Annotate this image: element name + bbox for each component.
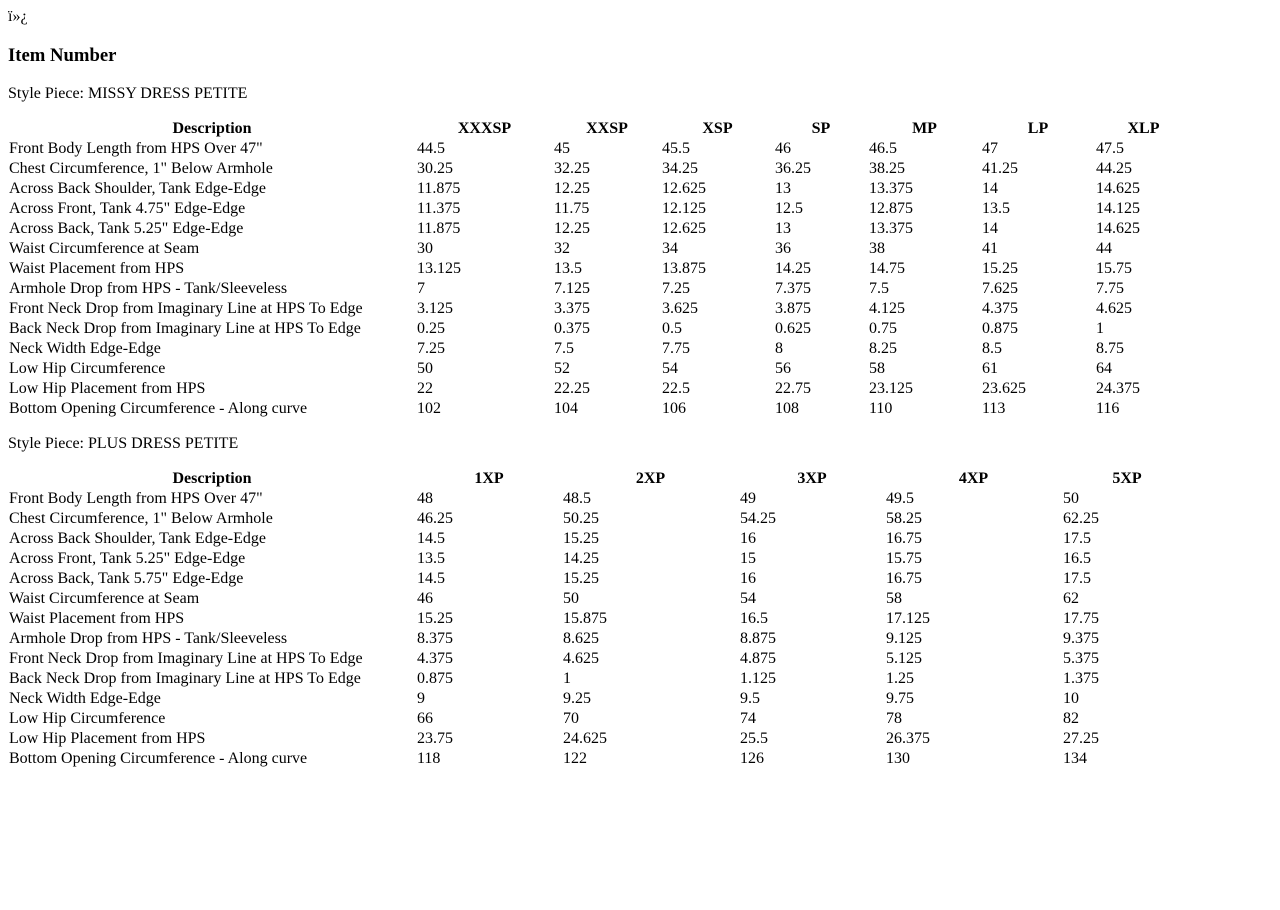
measurement-value-cell: 126 [740, 750, 764, 767]
measurement-value-cell: 38.25 [869, 160, 905, 177]
measurement-value-cell: 12.875 [869, 200, 913, 217]
table-row [8, 629, 1192, 649]
measurement-description-cell: Armhole Drop from HPS - Tank/Sleeveless [9, 630, 288, 647]
measurement-value-cell: 4.375 [982, 300, 1018, 317]
measurement-value-cell: 14.625 [1096, 180, 1140, 197]
measurement-value-cell: 46 [417, 590, 433, 607]
measurement-value-cell: 54 [662, 360, 678, 377]
measurement-value-cell: 12.125 [662, 200, 706, 217]
measurement-value-cell: 14 [982, 180, 998, 197]
table-row [8, 279, 1192, 299]
measurement-value-cell: 49.5 [886, 490, 914, 507]
measurement-value-cell: 110 [869, 400, 893, 417]
measurement-value-cell: 4.625 [563, 650, 599, 667]
measurement-value-cell: 27.25 [1063, 730, 1099, 747]
measurement-value-cell: 46 [775, 140, 791, 157]
column-header-size: 1XP [474, 470, 504, 487]
table-row [8, 219, 1192, 239]
measurement-value-cell: 36 [775, 240, 791, 257]
measurement-value-cell: 113 [982, 400, 1006, 417]
column-header-size: 3XP [797, 470, 827, 487]
measurement-description-cell: Across Front, Tank 4.75" Edge-Edge [9, 200, 246, 217]
measurement-description-cell: Front Neck Drop from Imaginary Line at HPS To Edge [9, 300, 363, 317]
measurement-description-cell: Low Hip Circumference [9, 360, 166, 377]
measurement-value-cell: 26.375 [886, 730, 930, 747]
column-header-size: XSP [702, 120, 733, 137]
measurement-value-cell: 30.25 [417, 160, 453, 177]
measurement-value-cell: 70 [563, 710, 579, 727]
measurement-value-cell: 14.25 [563, 550, 599, 567]
measurement-value-cell: 41 [982, 240, 998, 257]
measurement-value-cell: 13.875 [662, 260, 706, 277]
measurement-value-cell: 48 [417, 490, 433, 507]
measurement-value-cell: 134 [1063, 750, 1087, 767]
measurement-value-cell: 106 [662, 400, 686, 417]
measurement-value-cell: 14.75 [869, 260, 905, 277]
measurement-value-cell: 17.125 [886, 610, 930, 627]
measurement-value-cell: 116 [1096, 400, 1120, 417]
column-header-size: XXSP [586, 120, 628, 137]
measurement-value-cell: 1.375 [1063, 670, 1099, 687]
measurement-value-cell: 0.5 [662, 320, 682, 337]
measurement-value-cell: 1 [1096, 320, 1104, 337]
measurement-value-cell: 61 [982, 360, 998, 377]
measurement-value-cell: 13.5 [554, 260, 582, 277]
measurement-value-cell: 47.5 [1096, 140, 1124, 157]
measurement-value-cell: 22.5 [662, 380, 690, 397]
measurement-value-cell: 14 [982, 220, 998, 237]
column-header-description: Description [172, 470, 252, 487]
measurement-description-cell: Across Back Shoulder, Tank Edge-Edge [9, 530, 266, 547]
measurement-value-cell: 17.5 [1063, 530, 1091, 547]
table-row [8, 319, 1192, 339]
measurement-description-cell: Front Neck Drop from Imaginary Line at HPS To Edge [9, 650, 363, 667]
measurement-value-cell: 15.25 [417, 610, 453, 627]
table-row [8, 529, 1192, 549]
measurement-value-cell: 15 [740, 550, 756, 567]
measurement-description-cell: Low Hip Circumference [9, 710, 166, 727]
measurement-value-cell: 8.375 [417, 630, 453, 647]
measurement-description-cell: Across Front, Tank 5.25" Edge-Edge [9, 550, 246, 567]
missy-table-body [8, 139, 1192, 419]
measurement-description-cell: Front Body Length from HPS Over 47" [9, 490, 263, 507]
measurement-value-cell: 9.375 [1063, 630, 1099, 647]
measurement-value-cell: 54 [740, 590, 756, 607]
measurement-value-cell: 8.25 [869, 340, 897, 357]
measurement-value-cell: 14.25 [775, 260, 811, 277]
column-header-size: 4XP [958, 470, 989, 487]
measurement-value-cell: 15.25 [563, 570, 599, 587]
measurement-value-cell: 38 [869, 240, 885, 257]
column-header-size: LP [1027, 120, 1049, 137]
table-row [8, 509, 1192, 529]
measurement-value-cell: 5.125 [886, 650, 922, 667]
measurement-description-cell: Low Hip Placement from HPS [9, 730, 206, 747]
measurement-value-cell: 3.125 [417, 300, 453, 317]
measurement-value-cell: 44.25 [1096, 160, 1132, 177]
plus-spec-table [8, 469, 1192, 769]
table-row [8, 749, 1192, 769]
measurement-value-cell: 41.25 [982, 160, 1018, 177]
measurement-value-cell: 22 [417, 380, 433, 397]
measurement-value-cell: 49 [740, 490, 756, 507]
column-header-size: 2XP [635, 470, 666, 487]
table-row [8, 729, 1192, 749]
measurement-description-cell: Low Hip Placement from HPS [9, 380, 206, 397]
missy-spec-table [8, 119, 1192, 419]
measurement-value-cell: 0.75 [869, 320, 897, 337]
measurement-value-cell: 11.375 [417, 200, 461, 217]
measurement-value-cell: 15.75 [886, 550, 922, 567]
column-header-size: SP [811, 120, 831, 137]
measurement-value-cell: 12.5 [775, 200, 803, 217]
measurement-value-cell: 9 [417, 690, 425, 707]
measurement-description-cell: Across Back, Tank 5.25" Edge-Edge [9, 220, 244, 237]
measurement-description-cell: Bottom Opening Circumference - Along curve [9, 750, 308, 767]
measurement-description-cell: Chest Circumference, 1" Below Armhole [9, 510, 273, 527]
table-row [8, 549, 1192, 569]
measurement-value-cell: 23.75 [417, 730, 453, 747]
measurement-value-cell: 3.375 [554, 300, 590, 317]
measurement-value-cell: 13.375 [869, 220, 913, 237]
measurement-value-cell: 102 [417, 400, 441, 417]
measurement-value-cell: 58 [886, 590, 902, 607]
measurement-description-cell: Front Body Length from HPS Over 47" [9, 140, 263, 157]
measurement-value-cell: 130 [886, 750, 910, 767]
measurement-value-cell: 62.25 [1063, 510, 1099, 527]
measurement-value-cell: 11.75 [554, 200, 590, 217]
measurement-value-cell: 13.5 [982, 200, 1010, 217]
measurement-value-cell: 13 [775, 180, 791, 197]
measurement-value-cell: 122 [563, 750, 587, 767]
table-row [8, 669, 1192, 689]
measurement-value-cell: 58 [869, 360, 885, 377]
measurement-value-cell: 8 [775, 340, 783, 357]
table-row [8, 179, 1192, 199]
measurement-description-cell: Waist Circumference at Seam [9, 590, 200, 607]
table-row [8, 489, 1192, 509]
measurement-value-cell: 11.875 [417, 180, 461, 197]
measurement-value-cell: 36.25 [775, 160, 811, 177]
measurement-value-cell: 58.25 [886, 510, 922, 527]
measurement-value-cell: 34.25 [662, 160, 698, 177]
measurement-value-cell: 56 [775, 360, 791, 377]
table-row [8, 359, 1192, 379]
measurement-value-cell: 50 [417, 360, 433, 377]
measurement-description-cell: Bottom Opening Circumference - Along curve [9, 400, 308, 417]
measurement-value-cell: 17.5 [1063, 570, 1091, 587]
measurement-value-cell: 15.25 [563, 530, 599, 547]
measurement-value-cell: 46.25 [417, 510, 453, 527]
measurement-value-cell: 9.125 [886, 630, 922, 647]
measurement-value-cell: 7.625 [982, 280, 1018, 297]
measurement-description-cell: Waist Circumference at Seam [9, 240, 200, 257]
measurement-value-cell: 14.5 [417, 530, 445, 547]
measurement-value-cell: 17.75 [1063, 610, 1099, 627]
measurement-value-cell: 78 [886, 710, 902, 727]
measurement-value-cell: 23.625 [982, 380, 1026, 397]
measurement-value-cell: 9.25 [563, 690, 591, 707]
table-row [8, 239, 1192, 259]
measurement-value-cell: 0.375 [554, 320, 590, 337]
measurement-value-cell: 16.5 [1063, 550, 1091, 567]
measurement-value-cell: 7.75 [1096, 280, 1124, 297]
measurement-value-cell: 14.625 [1096, 220, 1140, 237]
measurement-description-cell: Armhole Drop from HPS - Tank/Sleeveless [9, 280, 288, 297]
measurement-value-cell: 104 [554, 400, 578, 417]
measurement-value-cell: 4.375 [417, 650, 453, 667]
measurement-value-cell: 54.25 [740, 510, 776, 527]
measurement-value-cell: 1.25 [886, 670, 914, 687]
measurement-value-cell: 4.125 [869, 300, 905, 317]
measurement-value-cell: 5.375 [1063, 650, 1099, 667]
table-row [8, 589, 1192, 609]
measurement-value-cell: 7.75 [662, 340, 690, 357]
measurement-value-cell: 0.875 [982, 320, 1018, 337]
measurement-description-cell: Across Back Shoulder, Tank Edge-Edge [9, 180, 266, 197]
table-row [8, 139, 1192, 159]
page-title: Item Number [8, 45, 117, 66]
measurement-value-cell: 11.875 [417, 220, 461, 237]
measurement-value-cell: 118 [417, 750, 441, 767]
measurement-value-cell: 15.875 [563, 610, 607, 627]
measurement-value-cell: 4.875 [740, 650, 776, 667]
table-row [8, 399, 1192, 419]
measurement-value-cell: 7 [417, 280, 425, 297]
plus-header-row [8, 469, 1192, 489]
measurement-value-cell: 32 [554, 240, 570, 257]
measurement-value-cell: 14.125 [1096, 200, 1140, 217]
measurement-value-cell: 13.375 [869, 180, 913, 197]
measurement-value-cell: 0.25 [417, 320, 445, 337]
measurement-value-cell: 9.75 [886, 690, 914, 707]
measurement-description-cell: Waist Placement from HPS [9, 260, 185, 277]
measurement-value-cell: 23.125 [869, 380, 913, 397]
measurement-description-cell: Back Neck Drop from Imaginary Line at HPS To Edge [9, 320, 361, 337]
measurement-value-cell: 12.625 [662, 220, 706, 237]
measurement-value-cell: 8.875 [740, 630, 776, 647]
measurement-value-cell: 108 [775, 400, 799, 417]
measurement-value-cell: 16 [740, 570, 756, 587]
measurement-value-cell: 7.125 [554, 280, 590, 297]
measurement-value-cell: 16.75 [886, 570, 922, 587]
measurement-value-cell: 62 [1063, 590, 1079, 607]
table-row [8, 709, 1192, 729]
measurement-value-cell: 0.625 [775, 320, 811, 337]
measurement-value-cell: 74 [740, 710, 756, 727]
measurement-value-cell: 4.625 [1096, 300, 1132, 317]
measurement-value-cell: 8.75 [1096, 340, 1124, 357]
measurement-value-cell: 82 [1063, 710, 1079, 727]
table-row [8, 299, 1192, 319]
measurement-value-cell: 66 [417, 710, 433, 727]
measurement-value-cell: 47 [982, 140, 998, 157]
column-header-size: MP [912, 120, 937, 137]
missy-header-row [8, 119, 1192, 139]
table-row [8, 339, 1192, 359]
measurement-value-cell: 3.625 [662, 300, 698, 317]
measurement-description-cell: Neck Width Edge-Edge [9, 690, 161, 707]
column-header-size: XLP [1127, 120, 1160, 137]
measurement-value-cell: 15.25 [982, 260, 1018, 277]
measurement-value-cell: 1 [563, 670, 571, 687]
measurement-value-cell: 12.625 [662, 180, 706, 197]
table-row [8, 159, 1192, 179]
measurement-value-cell: 1.125 [740, 670, 776, 687]
measurement-value-cell: 22.25 [554, 380, 590, 397]
table-row [8, 199, 1192, 219]
table-row [8, 379, 1192, 399]
measurement-value-cell: 12.25 [554, 180, 590, 197]
measurement-value-cell: 16.75 [886, 530, 922, 547]
plus-style-label: Style Piece: PLUS DRESS PETITE [8, 435, 239, 452]
measurement-value-cell: 44 [1096, 240, 1112, 257]
plus-table-body [8, 489, 1192, 769]
measurement-value-cell: 24.375 [1096, 380, 1140, 397]
table-row [8, 259, 1192, 279]
measurement-value-cell: 30 [417, 240, 433, 257]
measurement-value-cell: 15.75 [1096, 260, 1132, 277]
measurement-value-cell: 24.625 [563, 730, 607, 747]
measurement-description-cell: Chest Circumference, 1" Below Armhole [9, 160, 273, 177]
table-row [8, 649, 1192, 669]
measurement-value-cell: 50 [563, 590, 579, 607]
measurement-value-cell: 45 [554, 140, 570, 157]
measurement-value-cell: 12.25 [554, 220, 590, 237]
measurement-value-cell: 7.5 [554, 340, 574, 357]
measurement-value-cell: 44.5 [417, 140, 445, 157]
measurement-value-cell: 52 [554, 360, 570, 377]
measurement-value-cell: 7.5 [869, 280, 889, 297]
table-row [8, 609, 1192, 629]
measurement-value-cell: 8.625 [563, 630, 599, 647]
table-row [8, 569, 1192, 589]
measurement-value-cell: 32.25 [554, 160, 590, 177]
measurement-value-cell: 34 [662, 240, 678, 257]
measurement-description-cell: Back Neck Drop from Imaginary Line at HPS To Edge [9, 670, 361, 687]
measurement-description-cell: Neck Width Edge-Edge [9, 340, 161, 357]
measurement-value-cell: 13 [775, 220, 791, 237]
measurement-value-cell: 10 [1063, 690, 1079, 707]
measurement-value-cell: 64 [1096, 360, 1112, 377]
missy-style-label: Style Piece: MISSY DRESS PETITE [8, 85, 248, 102]
column-header-size: XXXSP [457, 120, 512, 137]
measurement-value-cell: 50.25 [563, 510, 599, 527]
measurement-value-cell: 22.75 [775, 380, 811, 397]
measurement-value-cell: 14.5 [417, 570, 445, 587]
measurement-value-cell: 8.5 [982, 340, 1002, 357]
bom-garbled-text: ï»¿ [8, 8, 28, 25]
measurement-value-cell: 25.5 [740, 730, 768, 747]
table-row [8, 689, 1192, 709]
measurement-value-cell: 13.125 [417, 260, 461, 277]
measurement-value-cell: 16 [740, 530, 756, 547]
column-header-description: Description [172, 120, 252, 137]
measurement-value-cell: 50 [1063, 490, 1079, 507]
column-header-size: 5XP [1112, 470, 1142, 487]
measurement-value-cell: 9.5 [740, 690, 760, 707]
measurement-value-cell: 0.875 [417, 670, 453, 687]
measurement-value-cell: 7.25 [662, 280, 690, 297]
measurement-description-cell: Waist Placement from HPS [9, 610, 185, 627]
measurement-value-cell: 7.25 [417, 340, 445, 357]
measurement-value-cell: 46.5 [869, 140, 897, 157]
measurement-value-cell: 16.5 [740, 610, 768, 627]
measurement-value-cell: 13.5 [417, 550, 445, 567]
measurement-value-cell: 3.875 [775, 300, 811, 317]
measurement-value-cell: 48.5 [563, 490, 591, 507]
measurement-description-cell: Across Back, Tank 5.75" Edge-Edge [9, 570, 244, 587]
measurement-value-cell: 45.5 [662, 140, 690, 157]
measurement-value-cell: 7.375 [775, 280, 811, 297]
